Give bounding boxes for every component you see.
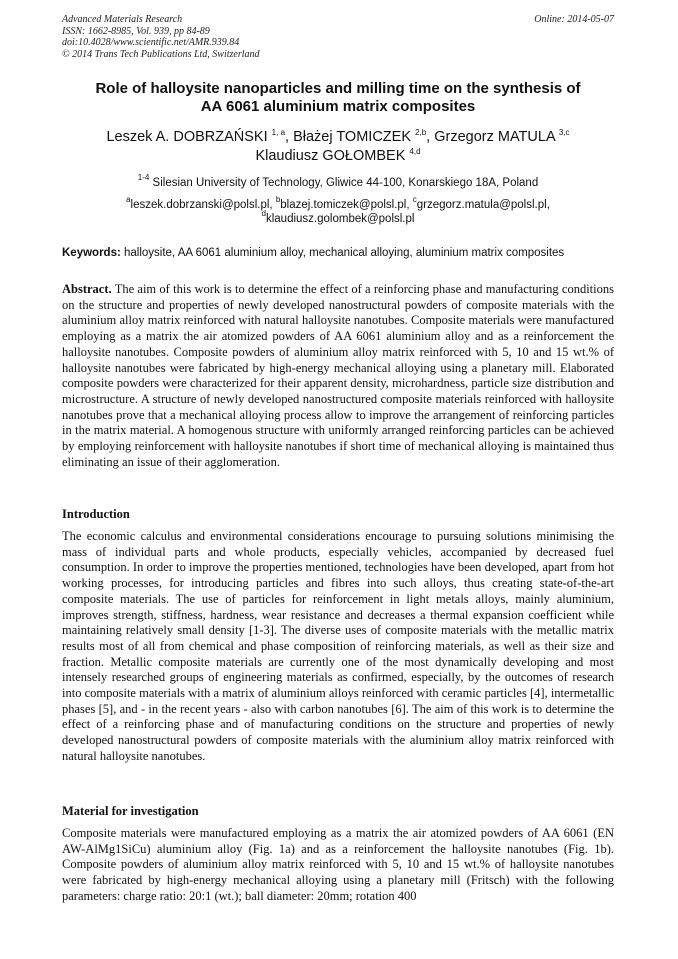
email-link[interactable]: blazej.tomiczek@polsl.pl, — [280, 199, 413, 211]
author-name: Grzegorz MATULA — [434, 129, 555, 145]
email-link[interactable]: leszek.dobrzanski@polsl.pl, — [130, 199, 276, 211]
title-line-2: AA 6061 aluminium matrix composites — [200, 98, 476, 115]
email-sup: d — [261, 209, 266, 218]
email-sup: a — [126, 195, 131, 204]
author-line-2 — [62, 147, 614, 166]
email-line-1 — [62, 195, 614, 212]
keywords-label: Keywords: — [62, 247, 121, 259]
keywords-text: halloysite, AA 6061 aluminium alloy, mechanical alloying, aluminium matrix composites — [120, 247, 565, 259]
author-name: Błażej TOMICZEK — [293, 129, 411, 145]
email-sup: c — [412, 195, 417, 204]
material-paragraph: Composite materials were manufactured employing as a matrix the air atomized powders of AA 6061 (EN AW-AlMg1SiCu) aluminium alloy (Fig. 1a) and as a reinforcement the halloysite nanotubes (Fig. 1b). Composite powders of aluminium alloy matrix reinforced with 5, 10 and 15 wt.% of halloysite nanotubes were fabricated by high-energy mechanical alloying using a planetary mill (Fritsch) with the following parameters: charge ratio: 20:1 (wt.); ball diameter: 20mm; rotation 400 — [62, 826, 614, 903]
doi: doi:10.4028/www.scientific.net/AMR.939.84 — [62, 37, 240, 48]
author-sep: , — [285, 129, 294, 145]
author-list — [62, 128, 614, 166]
author-sup: 2,b — [415, 128, 427, 137]
journal-name: Advanced Materials Research — [62, 14, 183, 25]
email-sup: b — [275, 195, 281, 204]
issn: ISSN: 1662-8985, Vol. 939, pp 84-89 — [62, 25, 210, 37]
keywords — [62, 247, 622, 259]
author-sup: 4,d — [409, 147, 421, 156]
paper-title — [62, 80, 614, 116]
email-link[interactable]: grzegorz.matula@polsl.pl, — [416, 199, 550, 211]
introduction-paragraph: The economic calculus and environmental considerations encourage to pursuing solutions minimising the mass of individual parts and whole products, especially vehicles, accompanied by decreased fuel consumption. In order to improve the properties mentioned, technologies have been developed, apart from hot working processes, for introducing particles and fibres into such alloys, thus creating state-of-the-art composite materials. The use of particles for reinforcement in light metals alloys, mainly aluminium, improves strength, stiffness, hardness, wear resistance and decreases a thermal expansion coefficient while maintaining relatively small density [1-3]. The diverse uses of composite materials with the metallic matrix results most of all from chemical and phase composition of reinforcing materials, as well as their size and fraction. Metallic composite materials are currently one of the most dynamically developing and most intensely researched groups of engineering materials as confirmed, especially, by the outcomes of research into composite materials with a matrix of aluminium alloys reinforced with ceramic particles [4], intermetallic phases [5], and - in the recent years - also with carbon nanotubes [6]. The aim of this work is to determine the effect of a reinforcing phase and of manufacturing conditions on the structure and properties of newly developed nanostructural powders of composite materials with the aluminium alloy matrix reinforced with natural halloysite nanotubes. — [62, 529, 614, 763]
title-line-1: Role of halloysite nanoparticles and milling time on the synthesis of — [95, 80, 581, 97]
material-heading: Material for investigation — [62, 804, 199, 818]
affiliation-text: Silesian University of Technology, Gliwice 44-100, Konarskiego 18A, Poland — [149, 177, 539, 189]
email-line-2 — [62, 209, 614, 226]
author-sep: , — [426, 129, 435, 145]
copyright: © 2014 Trans Tech Publications Ltd, Switzerland — [62, 48, 260, 60]
abstract — [62, 282, 614, 470]
author-line-1 — [62, 128, 614, 147]
author-sup: 3,c — [558, 128, 570, 137]
abstract-text: The aim of this work is to determine the effect of a reinforcing phase and manufacturing conditions on the structure and properties of newly developed nanostructural powders of composite materials with the aluminium alloy matrix reinforced with natural halloysite nanotubes. Composite materials were manufactured employing as a matrix the air atomized powders of AA 6061 aluminium alloy and as a reinforcement the halloysite nanotubes. Composite powders of aluminium alloy matrix reinforced with 5, 10 and 15 wt.% of halloysite nanotubes were fabricated by high-energy mechanical alloying using a planetary mill. Elaborated composite powders were characterized for their apparent density, microhardness, particle size distribution and microstructure. A structure of newly developed nanostructured composite materials reinforced with halloysite nanotubes prove that a mechanical alloying process allow to improve the arrangement of reinforcing particles in the matrix material. A homogenous structure with uniformly arranged reinforcing particles can be achieved by employing reinforcement with halloysite nanotubes if short time of mechanical alloying is maintained thus eliminating an issue of their agglomeration. — [62, 282, 614, 469]
online-date: Online: 2014-05-07 — [534, 14, 614, 25]
author-emails — [62, 195, 614, 226]
author-sup: 1, a — [271, 128, 286, 137]
abstract-label: Abstract. — [62, 282, 112, 296]
introduction-heading: Introduction — [62, 507, 130, 521]
author-name: Klaudiusz GOŁOMBEK — [255, 148, 406, 164]
email-link[interactable]: klaudiusz.golombek@polsl.pl — [265, 213, 415, 225]
affiliation-sup: 1-4 — [137, 173, 150, 182]
author-name: Leszek A. DOBRZAŃSKI — [106, 129, 268, 145]
running-header — [62, 14, 614, 60]
affiliation — [62, 173, 614, 189]
